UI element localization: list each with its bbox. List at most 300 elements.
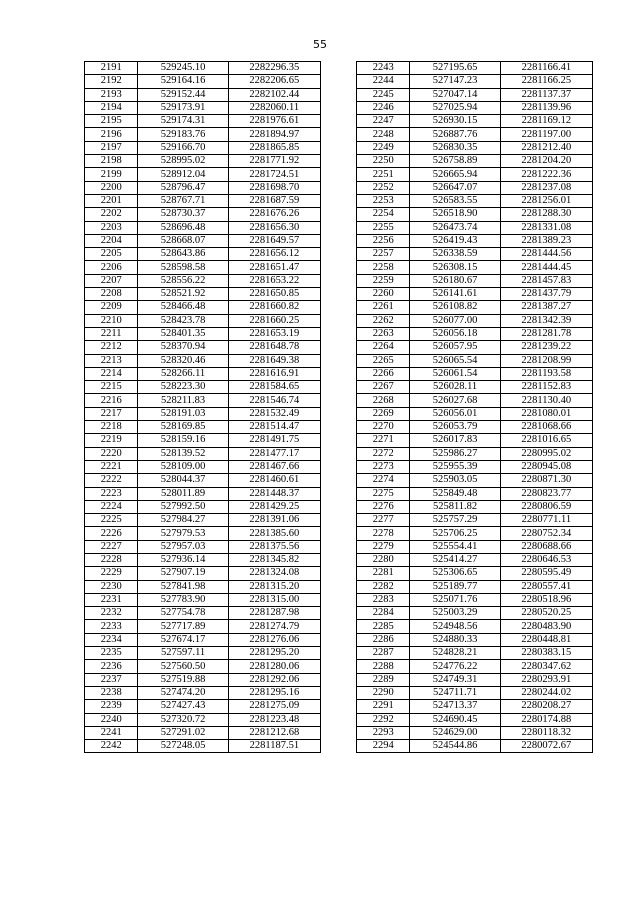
y-coordinate-cell: 2280518.96 (500, 593, 592, 606)
table-row (357, 527, 593, 540)
y-coordinate-cell: 2280688.66 (500, 540, 592, 553)
x-coordinate-cell: 524880.33 (410, 633, 500, 646)
table-row (85, 141, 321, 154)
table-row (85, 487, 321, 500)
x-coordinate-cell: 527519.88 (138, 673, 228, 686)
y-coordinate-cell: 2281650.85 (228, 288, 320, 301)
point-number-cell: 2252 (357, 181, 410, 194)
point-number-cell: 2280 (357, 553, 410, 566)
table-row (357, 208, 593, 221)
point-number-cell: 2193 (85, 88, 138, 101)
y-coordinate-cell: 2280174.88 (500, 713, 592, 726)
table-row (85, 434, 321, 447)
table-row (357, 168, 593, 181)
x-coordinate-cell: 529164.16 (138, 75, 228, 88)
point-number-cell: 2225 (85, 514, 138, 527)
table-row (357, 514, 593, 527)
x-coordinate-cell: 528730.37 (138, 208, 228, 221)
x-coordinate-cell: 527984.27 (138, 514, 228, 527)
table-row (85, 115, 321, 128)
table-row (357, 713, 593, 726)
table-row (357, 128, 593, 141)
table-row (85, 354, 321, 367)
x-coordinate-cell: 527936.14 (138, 553, 228, 566)
y-coordinate-cell: 2282296.35 (228, 62, 320, 75)
table-row (85, 168, 321, 181)
table-row (357, 248, 593, 261)
y-coordinate-cell: 2281193.58 (500, 367, 592, 380)
y-coordinate-cell: 2281584.65 (228, 381, 320, 394)
point-number-cell: 2266 (357, 367, 410, 380)
coordinates-table-left (84, 61, 321, 753)
x-coordinate-cell: 524776.22 (410, 660, 500, 673)
y-coordinate-cell: 2281169.12 (500, 115, 592, 128)
point-number-cell: 2217 (85, 407, 138, 420)
table-row (85, 314, 321, 327)
table-row (85, 740, 321, 753)
y-coordinate-cell: 2281387.27 (500, 301, 592, 314)
point-number-cell: 2258 (357, 261, 410, 274)
x-coordinate-cell: 527560.50 (138, 660, 228, 673)
point-number-cell: 2208 (85, 288, 138, 301)
x-coordinate-cell: 524544.86 (410, 740, 500, 753)
y-coordinate-cell: 2281139.96 (500, 101, 592, 114)
x-coordinate-cell: 526930.15 (410, 115, 500, 128)
y-coordinate-cell: 2281239.22 (500, 341, 592, 354)
y-coordinate-cell: 2281656.30 (228, 221, 320, 234)
point-number-cell: 2206 (85, 261, 138, 274)
table-row (85, 660, 321, 673)
table-row (357, 88, 593, 101)
table-row (357, 553, 593, 566)
point-number-cell: 2201 (85, 194, 138, 207)
table-row (357, 487, 593, 500)
point-number-cell: 2294 (357, 740, 410, 753)
y-coordinate-cell: 2281295.20 (228, 647, 320, 660)
table-row (85, 327, 321, 340)
y-coordinate-cell: 2281976.61 (228, 115, 320, 128)
y-coordinate-cell: 2280995.02 (500, 447, 592, 460)
point-number-cell: 2214 (85, 367, 138, 380)
y-coordinate-cell: 2280448.81 (500, 633, 592, 646)
table-row (357, 367, 593, 380)
y-coordinate-cell: 2281287.98 (228, 607, 320, 620)
point-number-cell: 2220 (85, 447, 138, 460)
y-coordinate-cell: 2281460.61 (228, 474, 320, 487)
table-row (357, 194, 593, 207)
y-coordinate-cell: 2281345.82 (228, 553, 320, 566)
x-coordinate-cell: 528767.71 (138, 194, 228, 207)
table-row (357, 474, 593, 487)
point-number-cell: 2216 (85, 394, 138, 407)
point-number-cell: 2244 (357, 75, 410, 88)
table-row (85, 155, 321, 168)
table-row (85, 394, 321, 407)
table-row (85, 474, 321, 487)
point-number-cell: 2277 (357, 514, 410, 527)
point-number-cell: 2237 (85, 673, 138, 686)
x-coordinate-cell: 529174.31 (138, 115, 228, 128)
x-coordinate-cell: 527783.90 (138, 593, 228, 606)
y-coordinate-cell: 2280244.02 (500, 686, 592, 699)
table-row (85, 500, 321, 513)
table-row (357, 460, 593, 473)
x-coordinate-cell: 528109.00 (138, 460, 228, 473)
y-coordinate-cell: 2280483.90 (500, 620, 592, 633)
y-coordinate-cell: 2281467.66 (228, 460, 320, 473)
y-coordinate-cell: 2281648.78 (228, 341, 320, 354)
y-coordinate-cell: 2281651.47 (228, 261, 320, 274)
y-coordinate-cell: 2281444.45 (500, 261, 592, 274)
point-number-cell: 2270 (357, 421, 410, 434)
x-coordinate-cell: 525306.65 (410, 567, 500, 580)
point-number-cell: 2227 (85, 540, 138, 553)
point-number-cell: 2269 (357, 407, 410, 420)
x-coordinate-cell: 526061.54 (410, 367, 500, 380)
x-coordinate-cell: 524629.00 (410, 726, 500, 739)
table-row (357, 567, 593, 580)
x-coordinate-cell: 528169.85 (138, 421, 228, 434)
x-coordinate-cell: 528668.07 (138, 234, 228, 247)
x-coordinate-cell: 528598.58 (138, 261, 228, 274)
table-row (85, 620, 321, 633)
point-number-cell: 2234 (85, 633, 138, 646)
table-row (357, 141, 593, 154)
point-number-cell: 2205 (85, 248, 138, 261)
point-number-cell: 2239 (85, 700, 138, 713)
x-coordinate-cell: 526887.76 (410, 128, 500, 141)
x-coordinate-cell: 526141.61 (410, 288, 500, 301)
x-coordinate-cell: 525955.39 (410, 460, 500, 473)
y-coordinate-cell: 2280118.32 (500, 726, 592, 739)
x-coordinate-cell: 526308.15 (410, 261, 500, 274)
y-coordinate-cell: 2281687.59 (228, 194, 320, 207)
point-number-cell: 2228 (85, 553, 138, 566)
x-coordinate-cell: 528370.94 (138, 341, 228, 354)
point-number-cell: 2236 (85, 660, 138, 673)
y-coordinate-cell: 2281771.92 (228, 155, 320, 168)
point-number-cell: 2198 (85, 155, 138, 168)
point-number-cell: 2288 (357, 660, 410, 673)
table-row (357, 314, 593, 327)
x-coordinate-cell: 527147.23 (410, 75, 500, 88)
point-number-cell: 2207 (85, 274, 138, 287)
y-coordinate-cell: 2280293.91 (500, 673, 592, 686)
y-coordinate-cell: 2280347.62 (500, 660, 592, 673)
x-coordinate-cell: 526108.82 (410, 301, 500, 314)
table-row (357, 288, 593, 301)
y-coordinate-cell: 2281653.19 (228, 327, 320, 340)
x-coordinate-cell: 526017.83 (410, 434, 500, 447)
table-row (85, 567, 321, 580)
x-coordinate-cell: 527717.89 (138, 620, 228, 633)
table-row (85, 407, 321, 420)
table-row (357, 447, 593, 460)
table-row (85, 726, 321, 739)
y-coordinate-cell: 2281237.08 (500, 181, 592, 194)
point-number-cell: 2272 (357, 447, 410, 460)
table-row (357, 394, 593, 407)
point-number-cell: 2250 (357, 155, 410, 168)
y-coordinate-cell: 2281280.06 (228, 660, 320, 673)
table-row (357, 155, 593, 168)
x-coordinate-cell: 526473.74 (410, 221, 500, 234)
table-row (85, 540, 321, 553)
table-row (357, 234, 593, 247)
x-coordinate-cell: 524828.21 (410, 647, 500, 660)
point-number-cell: 2260 (357, 288, 410, 301)
point-number-cell: 2278 (357, 527, 410, 540)
y-coordinate-cell: 2280520.25 (500, 607, 592, 620)
y-coordinate-cell: 2280806.59 (500, 500, 592, 513)
y-coordinate-cell: 2281429.25 (228, 500, 320, 513)
x-coordinate-cell: 526056.01 (410, 407, 500, 420)
point-number-cell: 2229 (85, 567, 138, 580)
x-coordinate-cell: 526057.95 (410, 341, 500, 354)
y-coordinate-cell: 2281546.74 (228, 394, 320, 407)
y-coordinate-cell: 2281894.97 (228, 128, 320, 141)
x-coordinate-cell: 525706.25 (410, 527, 500, 540)
y-coordinate-cell: 2281016.65 (500, 434, 592, 447)
x-coordinate-cell: 525003.29 (410, 607, 500, 620)
y-coordinate-cell: 2281212.68 (228, 726, 320, 739)
y-coordinate-cell: 2281288.30 (500, 208, 592, 221)
point-number-cell: 2247 (357, 115, 410, 128)
y-coordinate-cell: 2281324.08 (228, 567, 320, 580)
y-coordinate-cell: 2281342.39 (500, 314, 592, 327)
point-number-cell: 2291 (357, 700, 410, 713)
table-row (357, 434, 593, 447)
x-coordinate-cell: 526665.94 (410, 168, 500, 181)
table-row (85, 713, 321, 726)
y-coordinate-cell: 2282060.11 (228, 101, 320, 114)
point-number-cell: 2230 (85, 580, 138, 593)
point-number-cell: 2226 (85, 527, 138, 540)
point-number-cell: 2243 (357, 62, 410, 75)
point-number-cell: 2231 (85, 593, 138, 606)
x-coordinate-cell: 529183.76 (138, 128, 228, 141)
y-coordinate-cell: 2281385.60 (228, 527, 320, 540)
table-row (357, 327, 593, 340)
y-coordinate-cell: 2280823.77 (500, 487, 592, 500)
point-number-cell: 2248 (357, 128, 410, 141)
table-row (357, 633, 593, 646)
table-row (357, 726, 593, 739)
point-number-cell: 2283 (357, 593, 410, 606)
table-row (357, 620, 593, 633)
y-coordinate-cell: 2281137.37 (500, 88, 592, 101)
y-coordinate-cell: 2281491.75 (228, 434, 320, 447)
y-coordinate-cell: 2281166.41 (500, 62, 592, 75)
point-number-cell: 2261 (357, 301, 410, 314)
x-coordinate-cell: 525757.29 (410, 514, 500, 527)
y-coordinate-cell: 2281197.00 (500, 128, 592, 141)
x-coordinate-cell: 527957.03 (138, 540, 228, 553)
x-coordinate-cell: 525071.76 (410, 593, 500, 606)
y-coordinate-cell: 2281068.66 (500, 421, 592, 434)
y-coordinate-cell: 2281514.47 (228, 421, 320, 434)
point-number-cell: 2209 (85, 301, 138, 314)
y-coordinate-cell: 2281281.78 (500, 327, 592, 340)
table-row (357, 407, 593, 420)
table-row (85, 221, 321, 234)
table-row (85, 288, 321, 301)
y-coordinate-cell: 2281315.20 (228, 580, 320, 593)
y-coordinate-cell: 2281676.26 (228, 208, 320, 221)
point-number-cell: 2203 (85, 221, 138, 234)
x-coordinate-cell: 528466.48 (138, 301, 228, 314)
x-coordinate-cell: 529173.91 (138, 101, 228, 114)
x-coordinate-cell: 528995.02 (138, 155, 228, 168)
x-coordinate-cell: 527427.43 (138, 700, 228, 713)
table-row (357, 421, 593, 434)
y-coordinate-cell: 2282102.44 (228, 88, 320, 101)
point-number-cell: 2287 (357, 647, 410, 660)
y-coordinate-cell: 2280646.53 (500, 553, 592, 566)
x-coordinate-cell: 525414.27 (410, 553, 500, 566)
x-coordinate-cell: 527047.14 (410, 88, 500, 101)
point-number-cell: 2259 (357, 274, 410, 287)
point-number-cell: 2238 (85, 686, 138, 699)
y-coordinate-cell: 2281375.56 (228, 540, 320, 553)
point-number-cell: 2235 (85, 647, 138, 660)
point-number-cell: 2233 (85, 620, 138, 633)
table-row (357, 62, 593, 75)
x-coordinate-cell: 527597.11 (138, 647, 228, 660)
y-coordinate-cell: 2281223.48 (228, 713, 320, 726)
x-coordinate-cell: 527674.17 (138, 633, 228, 646)
table-row (357, 593, 593, 606)
x-coordinate-cell: 527195.65 (410, 62, 500, 75)
y-coordinate-cell: 2281660.82 (228, 301, 320, 314)
x-coordinate-cell: 527291.02 (138, 726, 228, 739)
table-row (85, 128, 321, 141)
x-coordinate-cell: 525811.82 (410, 500, 500, 513)
x-coordinate-cell: 524948.56 (410, 620, 500, 633)
table-row (85, 341, 321, 354)
y-coordinate-cell: 2281865.85 (228, 141, 320, 154)
x-coordinate-cell: 528320.46 (138, 354, 228, 367)
y-coordinate-cell: 2281448.37 (228, 487, 320, 500)
table-row (85, 527, 321, 540)
point-number-cell: 2289 (357, 673, 410, 686)
x-coordinate-cell: 527754.78 (138, 607, 228, 620)
point-number-cell: 2194 (85, 101, 138, 114)
x-coordinate-cell: 528643.86 (138, 248, 228, 261)
y-coordinate-cell: 2280208.27 (500, 700, 592, 713)
y-coordinate-cell: 2280072.67 (500, 740, 592, 753)
x-coordinate-cell: 529245.10 (138, 62, 228, 75)
table-row (357, 101, 593, 114)
point-number-cell: 2215 (85, 381, 138, 394)
y-coordinate-cell: 2280871.30 (500, 474, 592, 487)
y-coordinate-cell: 2281080.01 (500, 407, 592, 420)
y-coordinate-cell: 2281204.20 (500, 155, 592, 168)
x-coordinate-cell: 526758.89 (410, 155, 500, 168)
x-coordinate-cell: 526830.35 (410, 141, 500, 154)
x-coordinate-cell: 528011.89 (138, 487, 228, 500)
x-coordinate-cell: 527841.98 (138, 580, 228, 593)
point-number-cell: 2257 (357, 248, 410, 261)
y-coordinate-cell: 2281391.06 (228, 514, 320, 527)
table-row (357, 500, 593, 513)
y-coordinate-cell: 2280383.15 (500, 647, 592, 660)
point-number-cell: 2210 (85, 314, 138, 327)
table-row (85, 447, 321, 460)
point-number-cell: 2223 (85, 487, 138, 500)
table-row (85, 194, 321, 207)
x-coordinate-cell: 528223.30 (138, 381, 228, 394)
point-number-cell: 2273 (357, 460, 410, 473)
x-coordinate-cell: 525849.48 (410, 487, 500, 500)
point-number-cell: 2242 (85, 740, 138, 753)
y-coordinate-cell: 2281724.51 (228, 168, 320, 181)
table-row (357, 181, 593, 194)
y-coordinate-cell: 2281295.16 (228, 686, 320, 699)
table-row (85, 62, 321, 75)
x-coordinate-cell: 526077.00 (410, 314, 500, 327)
point-number-cell: 2290 (357, 686, 410, 699)
table-row (85, 686, 321, 699)
x-coordinate-cell: 527025.94 (410, 101, 500, 114)
point-number-cell: 2211 (85, 327, 138, 340)
table-row (357, 301, 593, 314)
x-coordinate-cell: 528211.83 (138, 394, 228, 407)
x-coordinate-cell: 525554.41 (410, 540, 500, 553)
y-coordinate-cell: 2281649.57 (228, 234, 320, 247)
y-coordinate-cell: 2281457.83 (500, 274, 592, 287)
table-row (357, 115, 593, 128)
table-row (85, 580, 321, 593)
y-coordinate-cell: 2281276.06 (228, 633, 320, 646)
y-coordinate-cell: 2281477.17 (228, 447, 320, 460)
table-row (85, 234, 321, 247)
table-row (85, 514, 321, 527)
table-row (85, 607, 321, 620)
table-row (357, 700, 593, 713)
y-coordinate-cell: 2280945.08 (500, 460, 592, 473)
x-coordinate-cell: 524713.37 (410, 700, 500, 713)
point-number-cell: 2196 (85, 128, 138, 141)
table-row (85, 75, 321, 88)
point-number-cell: 2274 (357, 474, 410, 487)
point-number-cell: 2276 (357, 500, 410, 513)
point-number-cell: 2281 (357, 567, 410, 580)
x-coordinate-cell: 524749.31 (410, 673, 500, 686)
x-coordinate-cell: 528556.22 (138, 274, 228, 287)
point-number-cell: 2200 (85, 181, 138, 194)
table-row (85, 673, 321, 686)
y-coordinate-cell: 2281660.25 (228, 314, 320, 327)
point-number-cell: 2241 (85, 726, 138, 739)
table-row (85, 593, 321, 606)
x-coordinate-cell: 526180.67 (410, 274, 500, 287)
point-number-cell: 2245 (357, 88, 410, 101)
table-row (357, 673, 593, 686)
point-number-cell: 2199 (85, 168, 138, 181)
y-coordinate-cell: 2281275.09 (228, 700, 320, 713)
x-coordinate-cell: 528266.11 (138, 367, 228, 380)
point-number-cell: 2192 (85, 75, 138, 88)
table-row (357, 660, 593, 673)
point-number-cell: 2219 (85, 434, 138, 447)
y-coordinate-cell: 2281649.38 (228, 354, 320, 367)
point-number-cell: 2251 (357, 168, 410, 181)
point-number-cell: 2255 (357, 221, 410, 234)
point-number-cell: 2264 (357, 341, 410, 354)
x-coordinate-cell: 528423.78 (138, 314, 228, 327)
table-row (85, 261, 321, 274)
